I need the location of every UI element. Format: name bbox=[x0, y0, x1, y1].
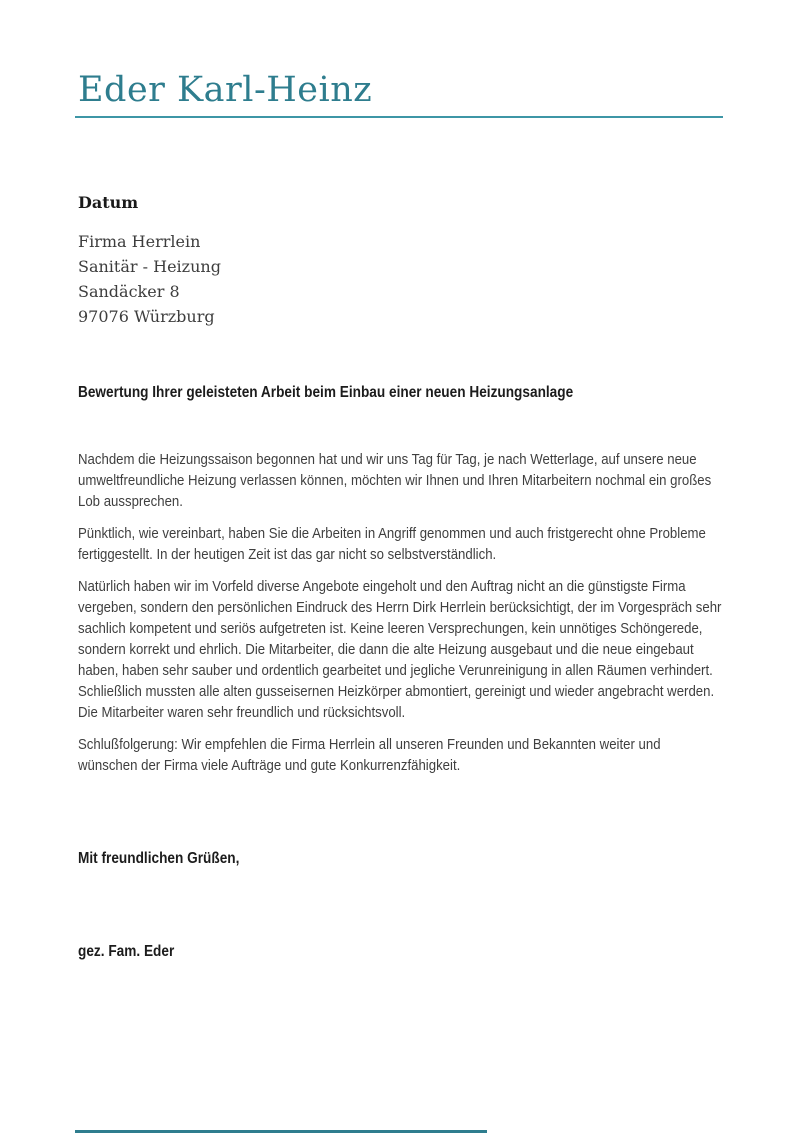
body-paragraph: Nachdem die Heizungssaison begonnen hat und wir uns Tag für Tag, je nach Wetterlage, auf unsere neue umweltfreundliche Heizung verlassen können, möchten wir Ihnen und Ihren Mitarbeitern nochmal ein großes Lob aussprechen. bbox=[78, 451, 712, 510]
page-title: Eder Karl-Heinz bbox=[78, 70, 373, 110]
signature-line: gez. Fam. Eder bbox=[78, 943, 175, 960]
body-paragraph: Pünktlich, wie vereinbart, haben Sie die Arbeiten in Angriff genommen und auch fristgerecht ohne Probleme fertiggestellt. In der heutigen Zeit ist das gar nicht so selbstverständlich. bbox=[78, 525, 706, 563]
date-label: Datum bbox=[78, 193, 139, 212]
subject-line: Bewertung Ihrer geleisteten Arbeit beim Einbau einer neuen Heizungsanlage bbox=[78, 384, 574, 401]
header-divider bbox=[75, 116, 723, 118]
letter-body bbox=[78, 449, 723, 787]
body-paragraph: Natürlich haben wir im Vorfeld diverse Angebote eingeholt und den Auftrag nicht an die günstigste Firma vergeben, sondern den persönlichen Eindruck des Herrn Dirk Herrlein berücksichtigt, der im Vorgespräch sehr sachlich kompetent und seriös aufgetreten ist. Keine leeren Versprechungen, kein unnötiges Schöngerede, sondern korrekt und ehrlich. Die Mitarbeiter, die dann die alte Heizung ausgebaut und die neue eingebaut haben, haben sehr sauber und ordentlich gearbeitet und jegliche Verunreinigung in allen Räumen verhindert. Schließlich mussten alle alten gusseisernen Heizkörper abmontiert, gereinigt und wieder angebracht werden. Die Mitarbeiter waren sehr freundlich und rücksichtsvoll. bbox=[78, 578, 722, 721]
closing-salutation: Mit freundlichen Grüßen, bbox=[78, 850, 240, 867]
recipient-line: Sanitär - Heizung bbox=[78, 257, 221, 276]
recipient-line: Sandäcker 8 bbox=[78, 282, 180, 301]
body-paragraph: Schlußfolgerung: Wir empfehlen die Firma Herrlein all unseren Freunden und Bekannten weiter und wünschen der Firma viele Aufträge und gute Konkurrenzfähigkeit. bbox=[78, 736, 661, 774]
recipient-line: 97076 Würzburg bbox=[78, 307, 215, 326]
recipient-address-block bbox=[78, 229, 221, 329]
recipient-line: Firma Herrlein bbox=[78, 232, 201, 251]
